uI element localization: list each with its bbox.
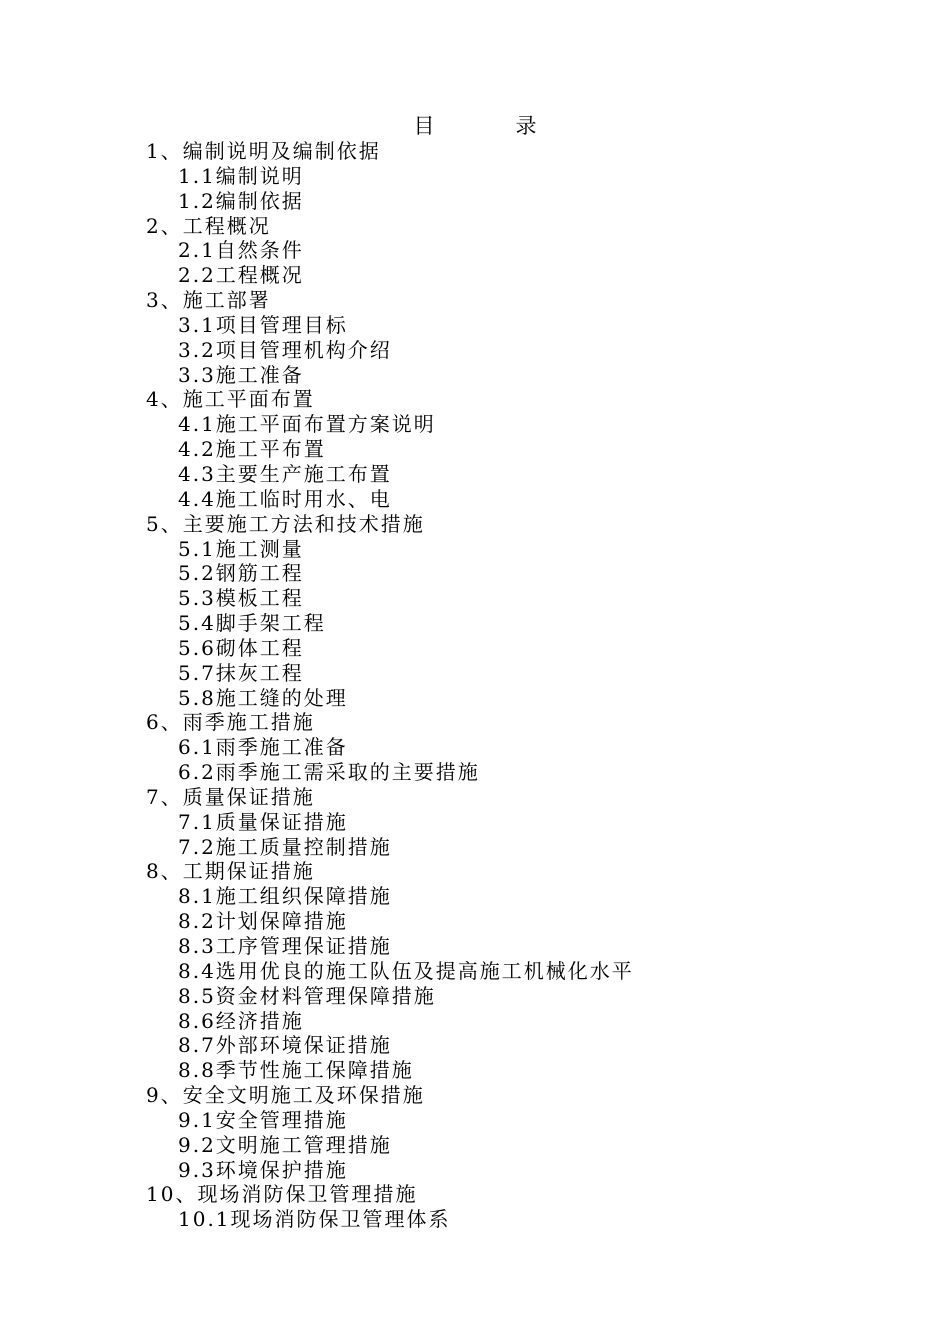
- toc-section-entry: 4、施工平面布置: [146, 387, 315, 412]
- toc-subsection-entry: 8.1施工组织保障措施: [178, 884, 392, 909]
- toc-section-entry: 6、雨季施工措施: [146, 710, 315, 735]
- toc-subsection-entry: 5.1施工测量: [178, 536, 304, 561]
- toc-subsection-entry: 8.7外部环境保证措施: [178, 1033, 392, 1058]
- toc-subsection-entry: 8.3工序管理保证措施: [178, 934, 392, 958]
- toc-section-entry: 9、安全文明施工及环保措施: [146, 1083, 425, 1108]
- toc-subsection-entry: 8.8季节性施工保障措施: [178, 1058, 414, 1083]
- toc-list: [146, 139, 634, 1232]
- toc-subsection-entry: 8.4选用优良的施工队伍及提高施工机械化水平: [178, 958, 634, 983]
- toc-subsection-entry: 6.1雨季施工准备: [178, 735, 348, 760]
- toc-subsection-entry: 5.4脚手架工程: [178, 611, 326, 636]
- toc-subsection-entry: 5.6砌体工程: [178, 635, 304, 660]
- toc-subsection-entry: 5.2钢筋工程: [178, 561, 304, 586]
- toc-subsection-entry: 3.2项目管理机构介绍: [178, 337, 392, 362]
- toc-title: 目 录: [413, 114, 567, 138]
- toc-subsection-entry: 5.7抹灰工程: [178, 660, 304, 685]
- toc-subsection-entry: 6.2雨季施工需采取的主要措施: [178, 760, 480, 785]
- toc-subsection-entry: 8.2计划保障措施: [178, 909, 348, 934]
- toc-subsection-entry: 10.1现场消防保卫管理体系: [178, 1207, 451, 1232]
- toc-section-entry: 7、质量保证措施: [146, 784, 315, 809]
- toc-subsection-entry: 3.3施工准备: [178, 362, 304, 387]
- toc-section-entry: 2、工程概况: [146, 213, 271, 238]
- toc-subsection-entry: 4.4施工临时用水、电: [178, 486, 392, 511]
- toc-subsection-entry: 3.1项目管理目标: [178, 312, 348, 337]
- toc-subsection-entry: 2.2工程概况: [178, 263, 304, 288]
- toc-section-entry: 5、主要施工方法和技术措施: [146, 511, 425, 536]
- toc-subsection-entry: 7.2施工质量控制措施: [178, 834, 392, 859]
- toc-subsection-entry: 4.3主要生产施工布置: [178, 461, 392, 486]
- toc-section-entry: 3、施工部署: [146, 288, 271, 313]
- toc-section-entry: 8、工期保证措施: [146, 859, 315, 884]
- toc-subsection-entry: 1.2编制依据: [178, 188, 304, 213]
- toc-subsection-entry: 4.1施工平面布置方案说明: [178, 412, 436, 437]
- toc-subsection-entry: 9.2文明施工管理措施: [178, 1132, 392, 1157]
- toc-subsection-entry: 7.1质量保证措施: [178, 809, 348, 834]
- toc-subsection-entry: 1.1编制说明: [178, 163, 304, 188]
- toc-subsection-entry: 8.5资金材料管理保障措施: [178, 983, 436, 1008]
- toc-subsection-entry: 9.1安全管理措施: [178, 1107, 348, 1132]
- toc-subsection-entry: 2.1自然条件: [178, 238, 304, 263]
- toc-subsection-entry: 5.3模板工程: [178, 586, 304, 611]
- toc-subsection-entry: 5.8施工缝的处理: [178, 685, 348, 710]
- toc-subsection-entry: 9.3环境保护措施: [178, 1157, 348, 1182]
- toc-subsection-entry: 4.2施工平布置: [178, 437, 326, 462]
- toc-subsection-entry: 8.6经济措施: [178, 1008, 304, 1033]
- toc-section-entry: 10、现场消防保卫管理措施: [146, 1182, 418, 1207]
- toc-section-entry: 1、编制说明及编制依据: [146, 139, 381, 163]
